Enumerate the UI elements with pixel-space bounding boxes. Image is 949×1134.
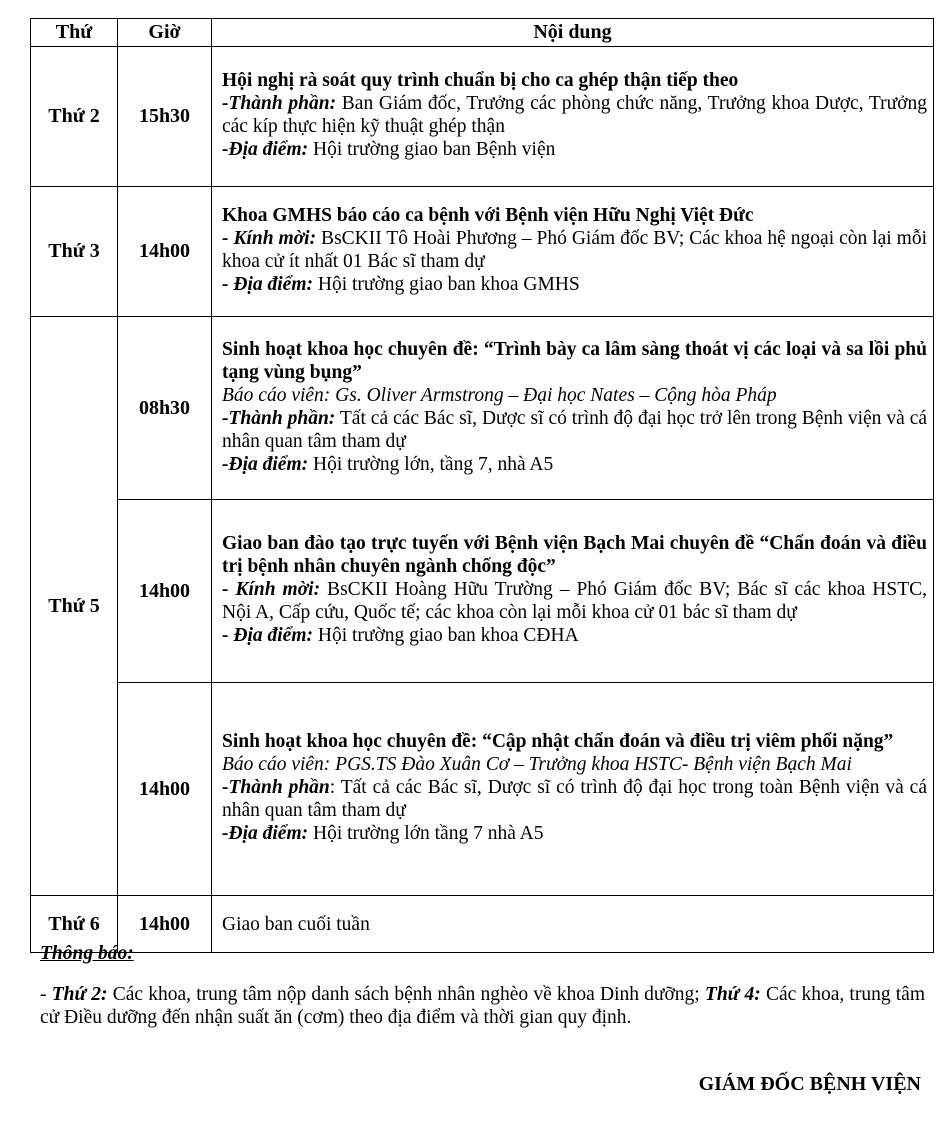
notice-title: Thông báo: bbox=[40, 943, 134, 964]
event-location bbox=[222, 453, 927, 476]
time-cell: 14h00 bbox=[118, 500, 212, 683]
time-cell: 15h30 bbox=[118, 47, 212, 187]
content-cell bbox=[212, 683, 934, 896]
location-text: Hội trường giao ban Bệnh viện bbox=[308, 139, 556, 160]
participants-text: Ban Giám đốc, Trưởng các phòng chức năng, Trưởng khoa Dược, Trưởng các kíp thực hiện kỹ thuật ghép thận bbox=[222, 93, 928, 137]
table-header-row bbox=[31, 19, 934, 47]
location-text: Hội trường giao ban khoa GMHS bbox=[312, 274, 580, 295]
event-location bbox=[222, 138, 927, 161]
header-day: Thứ bbox=[31, 19, 118, 47]
time-cell: 08h30 bbox=[118, 317, 212, 500]
content-cell bbox=[212, 47, 934, 187]
signature-title: GIÁM ĐỐC BỆNH VIỆN bbox=[698, 1073, 921, 1095]
invite-text: BsCKII Tô Hoài Phương – Phó Giám đốc BV; Các khoa hệ ngoại còn lại mỗi khoa cử ít nhất 01 Bác sĩ tham dự bbox=[222, 228, 927, 272]
event-participants bbox=[222, 407, 927, 453]
header-content: Nội dung bbox=[212, 19, 934, 47]
location-text: Hội trường lớn tầng 7 nhà A5 bbox=[308, 823, 544, 844]
location-text: Hội trường lớn, tầng 7, nhà A5 bbox=[308, 453, 554, 475]
invite-text: BsCKII Hoàng Hữu Trường – Phó Giám đốc BV; Bác sĩ các khoa HSTC, Nội A, Cấp cứu, Quốc tế; các khoa còn lại mỗi khoa cử 01 bác sĩ tham dự bbox=[222, 579, 927, 623]
participants-label: -Thành phần: bbox=[222, 407, 336, 429]
day-cell: Thứ 3 bbox=[31, 187, 118, 317]
invite-label: - Kính mời: bbox=[222, 579, 321, 600]
time-cell: 14h00 bbox=[118, 683, 212, 896]
event-title: Sinh hoạt khoa học chuyên đề: “Trình bày ca lâm sàng thoát vị các loại và sa lồi phủ tạng vùng bụng” bbox=[222, 338, 927, 383]
location-text: Hội trường giao ban khoa CĐHA bbox=[312, 625, 579, 646]
table-row bbox=[31, 47, 934, 187]
content-cell bbox=[212, 187, 934, 317]
table-row bbox=[31, 187, 934, 317]
event-location bbox=[222, 822, 927, 845]
notice-section bbox=[40, 942, 925, 1029]
content-cell bbox=[212, 500, 934, 683]
notice-day-text-2: Các khoa, trung tâm cử Điều dưỡng đến nhận suất ăn (cơm) theo địa điểm và thời gian quy định. bbox=[40, 984, 926, 1028]
invite-label: - Kính mời: bbox=[222, 228, 317, 249]
location-label: -Địa điểm: bbox=[222, 139, 309, 160]
day-cell: Thứ 5 bbox=[31, 317, 118, 896]
location-label: - Địa điểm: bbox=[222, 625, 313, 646]
participants-label: -Thành phần: bbox=[222, 93, 337, 114]
event-participants bbox=[222, 227, 927, 273]
notice-text bbox=[40, 983, 925, 1029]
event-title: Sinh hoạt khoa học chuyên đề: “Cập nhật chẩn đoán và điều trị viêm phổi nặng” bbox=[222, 731, 894, 752]
location-label: - Địa điểm: bbox=[222, 274, 313, 295]
event-location bbox=[222, 273, 927, 296]
event-participants bbox=[222, 776, 927, 822]
time-cell: 14h00 bbox=[118, 187, 212, 317]
day-cell: Thứ 2 bbox=[31, 47, 118, 187]
content-cell bbox=[212, 317, 934, 500]
time-cell: 14h00 bbox=[118, 896, 212, 953]
location-label: -Địa điểm: bbox=[222, 823, 309, 844]
content-cell: Giao ban cuối tuần bbox=[212, 896, 934, 953]
header-time: Giờ bbox=[118, 19, 212, 47]
event-location bbox=[222, 624, 927, 647]
event-title: Khoa GMHS báo cáo ca bệnh với Bệnh viện Hữu Nghị Việt Đức bbox=[222, 205, 754, 226]
event-speaker: Báo cáo viên: PGS.TS Đào Xuân Cơ – Trưởng khoa HSTC- Bệnh viện Bạch Mai bbox=[222, 754, 852, 775]
table-row bbox=[31, 500, 934, 683]
event-participants bbox=[222, 578, 927, 624]
day-cell: Thứ 6 bbox=[31, 896, 118, 953]
participants-text: Tất cả các Bác sĩ, Dược sĩ có trình độ đại học trở lên trong Bệnh viện và cá nhân quan tâm tham dự bbox=[222, 407, 927, 452]
notice-prefix: - bbox=[40, 984, 52, 1005]
event-participants bbox=[222, 92, 927, 138]
notice-day-label: Thứ 2: bbox=[51, 984, 108, 1005]
schedule-table bbox=[30, 18, 934, 953]
participants-label: -Thành phần bbox=[222, 777, 330, 798]
event-speaker: Báo cáo viên: Gs. Oliver Armstrong – Đại học Nates – Cộng hòa Pháp bbox=[222, 384, 777, 406]
table-row bbox=[31, 683, 934, 896]
participants-text: : Tất cả các Bác sĩ, Dược sĩ có trình độ đại học trong toàn Bệnh viện và cá nhân quan tâm tham dự bbox=[222, 777, 927, 821]
table-row bbox=[31, 317, 934, 500]
notice-day-text: Các khoa, trung tâm nộp danh sách bệnh nhân nghèo về khoa Dinh dưỡng; bbox=[107, 984, 705, 1005]
notice-day-label-2: Thứ 4: bbox=[704, 984, 761, 1005]
location-label: -Địa điểm: bbox=[222, 453, 309, 475]
event-title: Hội nghị rà soát quy trình chuẩn bị cho ca ghép thận tiếp theo bbox=[222, 70, 739, 91]
event-title: Giao ban đào tạo trực tuyến với Bệnh viện Bạch Mai chuyên đề “Chẩn đoán và điều trị bệnh nhân chuyên ngành chống độc” bbox=[222, 533, 927, 577]
